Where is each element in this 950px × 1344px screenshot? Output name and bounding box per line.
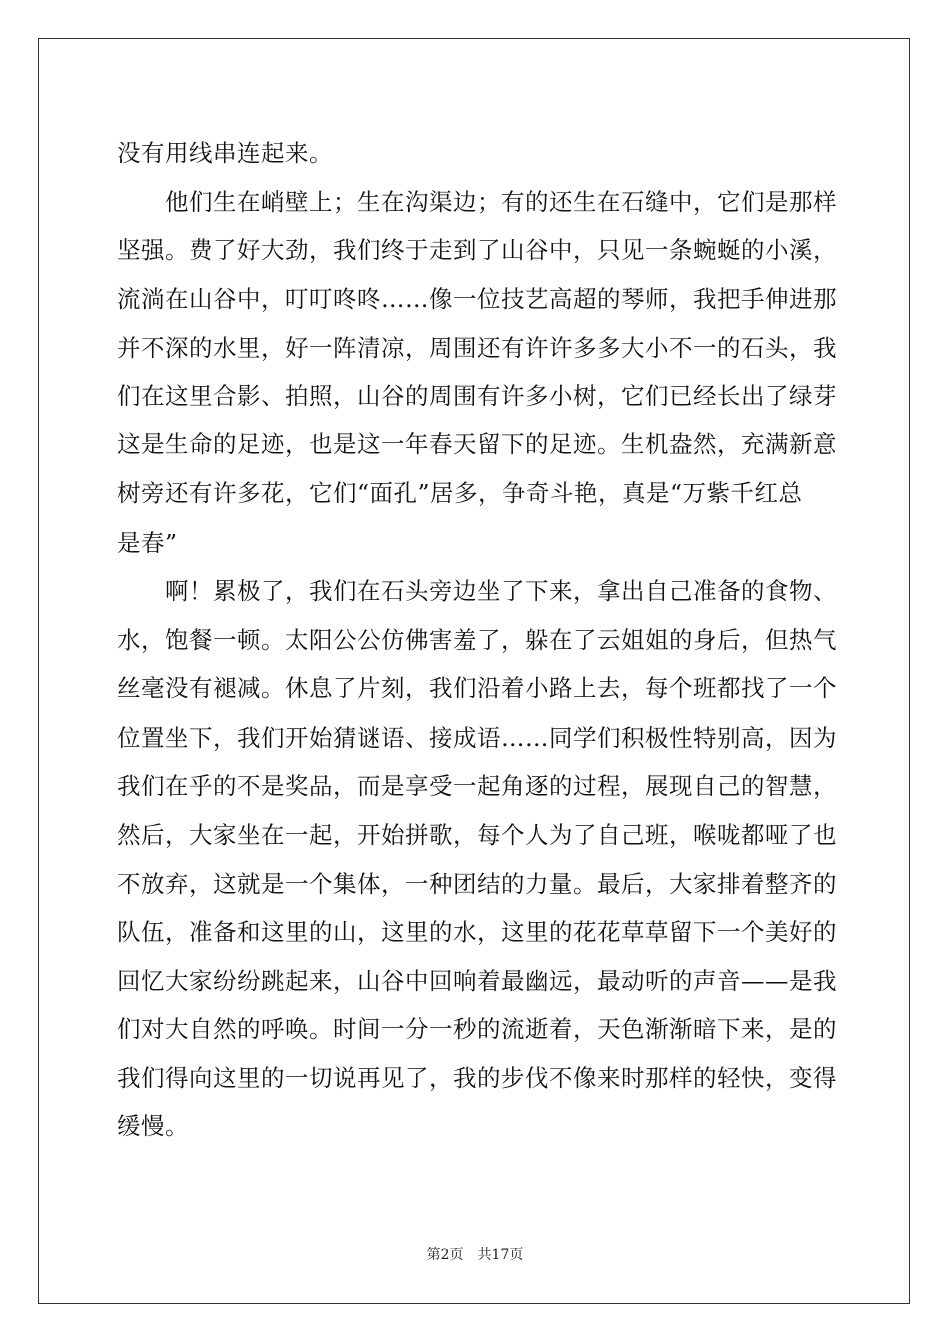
text-line: 丝毫没有褪减。休息了片刻，我们沿着小路上去，每个班都找了一个 [117, 674, 837, 702]
text-line: 缓慢。 [117, 1112, 189, 1140]
text-line-paragraph-start: 他们生在峭壁上；生在沟渠边；有的还生在石缝中，它们是那样 [165, 188, 837, 216]
text-line: 是春” [117, 529, 178, 557]
text-line: 坚强。费了好大劲，我们终于走到了山谷中，只见一条蜿蜒的小溪， [117, 236, 837, 264]
text-line: 位置坐下，我们开始猜谜语、接成语……同学们积极性特别高，因为 [117, 724, 837, 752]
page-number: 第2页 [426, 1247, 464, 1263]
text-line: 我们在乎的不是奖品，而是享受一起角逐的过程，展现自己的智慧， [117, 772, 837, 800]
text-line: 并不深的水里，好一阵清凉，周围还有许许多多大小不一的石头，我 [117, 334, 837, 362]
text-line: 们对大自然的呼唤。时间一分一秒的流逝着，天色渐渐暗下来，是的 [117, 1015, 837, 1043]
text-line: 们在这里合影、拍照，山谷的周围有许多小树，它们已经长出了绿芽 [117, 382, 837, 410]
text-line: 然后，大家坐在一起，开始拼歌，每个人为了自己班，喉咙都哑了也 [117, 821, 837, 849]
text-line: 流淌在山谷中，叮叮咚咚……像一位技艺高超的琴师，我把手伸进那 [117, 285, 837, 313]
page-footer [0, 1244, 950, 1264]
text-line: 树旁还有许多花，它们“面孔”居多，争奇斗艳，真是“万紫千红总 [117, 479, 803, 507]
text-line: 不放弃，这就是一个集体，一种团结的力量。最后，大家排着整齐的 [117, 870, 837, 898]
text-line: 没有用线串连起来。 [117, 139, 333, 167]
page-total: 共17页 [477, 1247, 524, 1263]
text-line: 队伍，准备和这里的山，这里的水，这里的花花草草留下一个美好的 [117, 918, 837, 946]
text-line: 回忆大家纷纷跳起来，山谷中回响着最幽远，最动听的声音——是我 [117, 967, 837, 995]
text-line: 这是生命的足迹，也是这一年春天留下的足迹。生机盎然，充满新意 [117, 430, 837, 458]
text-line-paragraph-start: 啊！累极了，我们在石头旁边坐了下来，拿出自己准备的食物、 [165, 577, 837, 605]
text-line: 我们得向这里的一切说再见了，我的步伐不像来时那样的轻快，变得 [117, 1064, 837, 1092]
text-line: 水，饱餐一顿。太阳公公仿佛害羞了，躲在了云姐姐的身后，但热气 [117, 626, 837, 654]
